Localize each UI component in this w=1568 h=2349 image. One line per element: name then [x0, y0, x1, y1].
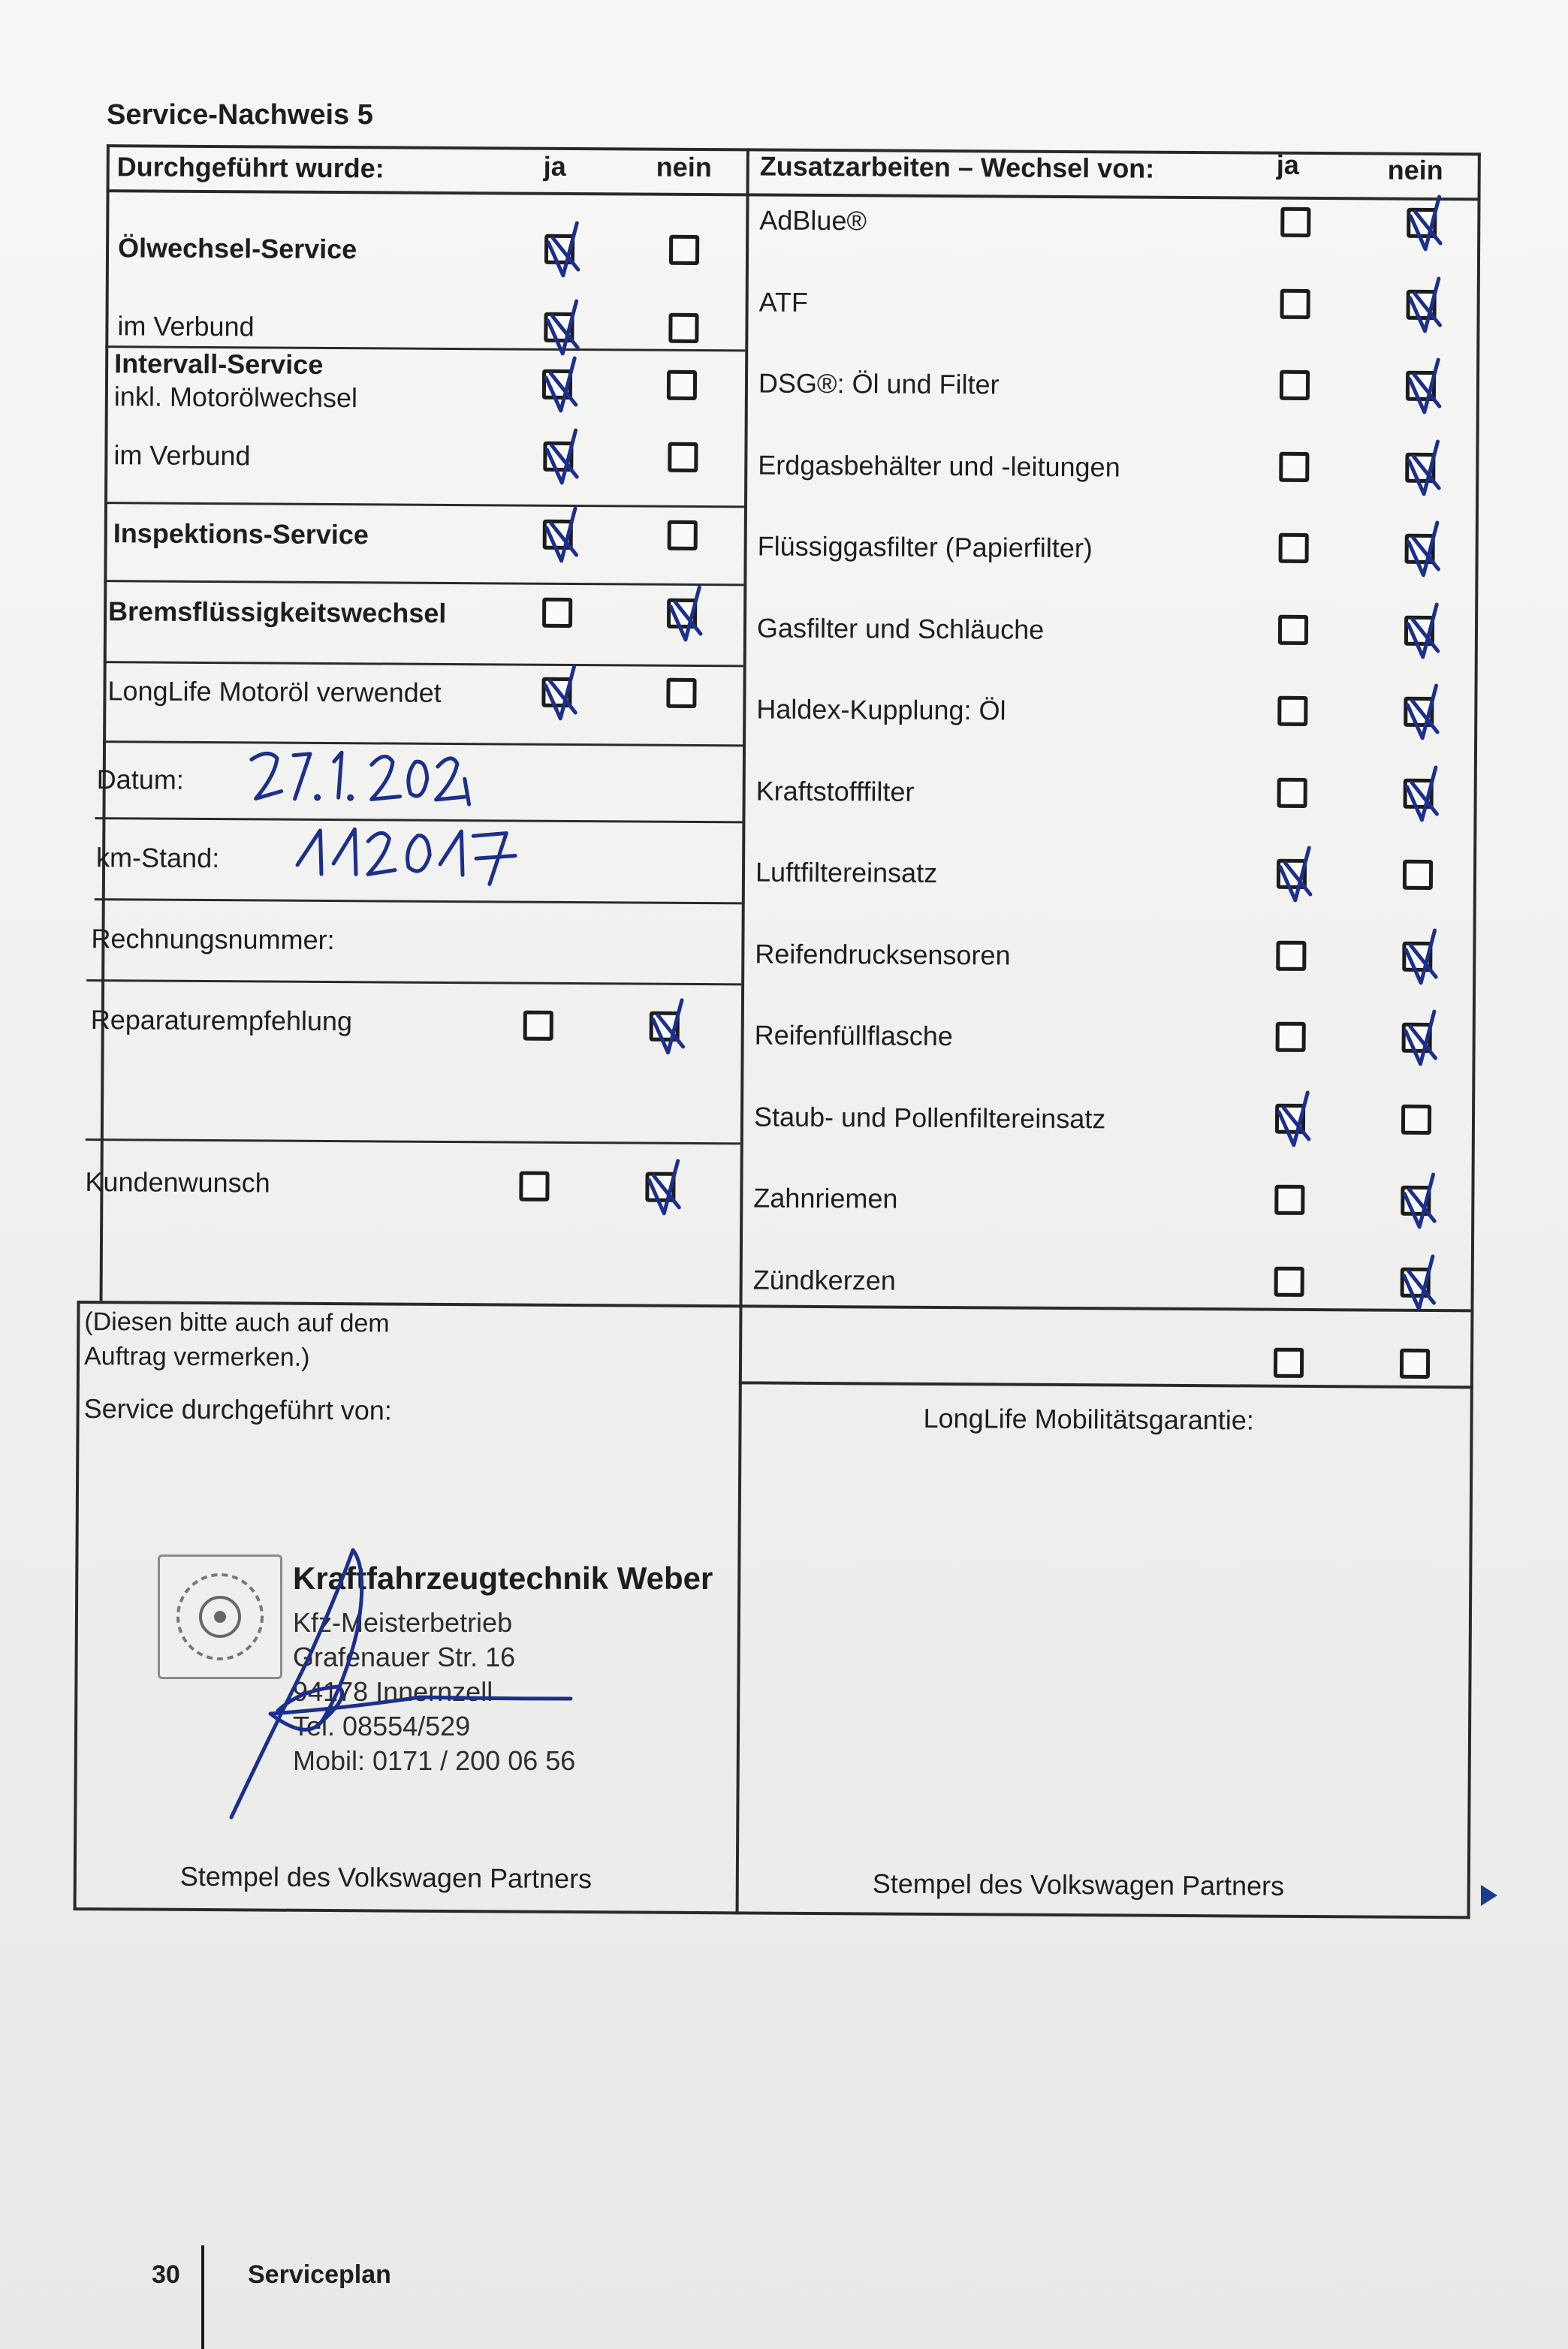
checkmark-icon [1393, 1253, 1449, 1317]
right-row-nein-checkbox[interactable] [1402, 941, 1432, 971]
right-row-nein-checkbox[interactable] [1401, 1186, 1431, 1216]
row-divider [104, 502, 744, 508]
right-row-nein-checkbox[interactable] [1403, 860, 1433, 890]
next-page-arrow-icon [1481, 1885, 1497, 1906]
checkmark-icon [1395, 927, 1452, 991]
form-left-border-upper [100, 144, 110, 1301]
garantie-label: LongLife Mobilitätsgarantie: [923, 1402, 1254, 1436]
datum-label: Datum: [96, 764, 184, 795]
right-row-label: DSG®: Öl und Filter [758, 367, 1000, 400]
right-row-ja-checkbox[interactable] [1276, 940, 1306, 970]
left-row-nein-checkbox[interactable] [667, 599, 697, 629]
right-row-label: ATF [758, 285, 809, 318]
right-row-ja-checkbox[interactable] [1280, 288, 1310, 318]
right-row-nein-checkbox[interactable] [1405, 534, 1435, 564]
right-row-nein-checkbox[interactable] [1404, 697, 1434, 727]
right-row-label: Flüssiggasfilter (Papierfilter) [757, 530, 1093, 564]
left-row-label: im Verbund [117, 310, 255, 342]
stamp-line-1: Kfz-Meisterbetrieb [293, 1607, 513, 1638]
row-divider [104, 661, 743, 667]
stamp-line-3: 94178 Innernzell [293, 1676, 493, 1707]
right-row-label: Zahnriemen [753, 1182, 898, 1214]
right-row-label: Haldex-Kupplung: Öl [756, 693, 1006, 726]
checkmark-icon [1395, 1009, 1451, 1073]
left-header-ja: ja [543, 150, 566, 182]
right-row-ja-checkbox[interactable] [1274, 1266, 1304, 1296]
row-divider [104, 580, 743, 586]
right-header-nein: nein [1387, 154, 1443, 186]
checkmark-icon [1397, 683, 1453, 747]
right-row-label: Kraftstofffilter [755, 774, 915, 807]
left-row-label: Bremsflüssigkeitswechsel [108, 596, 447, 629]
right-row-label: Erdgasbehälter und -leitungen [758, 448, 1120, 482]
checkmark-icon [638, 1158, 695, 1223]
right-row-ja-checkbox[interactable] [1278, 614, 1308, 644]
left-row-label: im Verbund [113, 439, 251, 472]
kunde-nein-checkbox[interactable] [645, 1172, 675, 1202]
right-row-label: Reifenfüllflasche [754, 1019, 953, 1052]
right-row-ja-checkbox[interactable] [1280, 207, 1310, 237]
row-divider [95, 898, 742, 904]
kunde-note-line2: Auftrag vermerken.) [83, 1342, 310, 1372]
checkmark-icon [660, 584, 716, 649]
checkmark-icon [1399, 275, 1455, 339]
left-row-nein-checkbox[interactable] [667, 370, 697, 400]
left-header-nein: nein [656, 151, 712, 183]
right-row-nein-checkbox[interactable] [1400, 1349, 1430, 1379]
right-row-label: Luftfiltereinsatz [755, 856, 938, 888]
right-row-label: Staub- und Pollenfiltereinsatz [753, 1100, 1106, 1134]
checkmark-icon [1396, 764, 1452, 828]
checkmark-icon [1394, 1171, 1450, 1236]
right-row-label: Gasfilter und Schläuche [756, 611, 1045, 645]
stamp-line-5: Mobil: 0171 / 200 06 56 [293, 1745, 576, 1776]
left-row-ja-checkbox[interactable] [544, 234, 574, 264]
right-row-ja-checkbox[interactable] [1274, 1185, 1304, 1215]
km-handwriting [290, 820, 531, 889]
right-row-ja-checkbox[interactable] [1280, 370, 1310, 400]
right-row-nein-checkbox[interactable] [1401, 1267, 1431, 1297]
checkmark-icon [642, 997, 698, 1062]
right-row-ja-checkbox[interactable] [1275, 1103, 1305, 1133]
right-row-ja-checkbox[interactable] [1279, 451, 1309, 481]
left-row-ja-checkbox[interactable] [543, 520, 573, 550]
right-row-ja-checkbox[interactable] [1277, 777, 1307, 807]
left-row-ja-checkbox[interactable] [542, 369, 572, 400]
footer-separator [201, 2245, 204, 2349]
stamp-company-name: Kraftfahrzeugtechnik Weber [293, 1560, 713, 1596]
stamp-line-4: Tel. 08554/529 [293, 1711, 471, 1741]
km-label: km-Stand: [96, 842, 220, 874]
right-row-nein-checkbox[interactable] [1404, 778, 1434, 808]
datum-handwriting [245, 744, 471, 813]
right-row-nein-checkbox[interactable] [1407, 208, 1437, 238]
checkmark-icon [536, 427, 593, 492]
checkmark-icon [1399, 357, 1455, 421]
right-row-nein-checkbox[interactable] [1405, 452, 1435, 482]
left-row-label: Intervall-Service [114, 348, 324, 380]
right-row-nein-checkbox[interactable] [1406, 371, 1436, 401]
checkmark-icon [535, 355, 592, 420]
right-row-nein-checkbox[interactable] [1402, 1023, 1432, 1053]
right-row-label: AdBlue® [759, 204, 867, 237]
checkmark-icon [537, 298, 593, 363]
kunde-note-line1: (Diesen bitte auch auf dem [84, 1307, 390, 1338]
right-header-ja: ja [1276, 149, 1299, 180]
kunde-label: Kundenwunsch [85, 1166, 270, 1199]
reparatur-ja-checkbox[interactable] [523, 1011, 553, 1041]
row-divider [86, 979, 741, 985]
right-header-title: Zusatzarbeiten – Wechsel von: [759, 150, 1155, 184]
left-row-label: Inspektions-Service [113, 517, 369, 550]
checkmark-icon [535, 663, 591, 728]
left-row-ja-checkbox[interactable] [543, 442, 573, 472]
left-stamp-caption: Stempel des Volkswagen Partners [179, 1860, 593, 1895]
right-row-ja-checkbox[interactable] [1279, 533, 1309, 563]
page-heading: Service-Nachweis 5 [107, 99, 373, 131]
left-header-title: Durchgeführt wurde: [116, 151, 384, 184]
checkmark-icon [1268, 1089, 1325, 1153]
checkmark-icon [1398, 438, 1455, 502]
right-stamp-caption: Stempel des Volkswagen Partners [872, 1868, 1285, 1901]
checkmark-icon [535, 505, 592, 570]
checkmark-icon [1270, 845, 1326, 909]
right-row-label: Reifendrucksensoren [755, 937, 1011, 971]
right-row-ja-checkbox[interactable] [1274, 1348, 1304, 1378]
kunde-ja-checkbox[interactable] [519, 1171, 549, 1202]
left-row-ja-checkbox[interactable] [544, 312, 574, 342]
right-row-ja-checkbox[interactable] [1276, 1022, 1306, 1052]
left-row-ja-checkbox[interactable] [542, 598, 572, 628]
row-divider [86, 1138, 740, 1144]
reparatur-label: Reparaturempfehlung [90, 1004, 353, 1037]
right-row-nein-checkbox[interactable] [1404, 615, 1434, 645]
right-row-ja-checkbox[interactable] [1277, 859, 1307, 889]
left-row-nein-checkbox[interactable] [668, 313, 698, 343]
right-row-nein-checkbox[interactable] [1401, 1104, 1431, 1134]
left-row-nein-checkbox[interactable] [668, 442, 698, 472]
signature [225, 1539, 586, 1832]
header-divider [107, 189, 1481, 201]
stamp-line-2: Grafenauer Str. 16 [293, 1642, 516, 1672]
right-row-nein-checkbox[interactable] [1407, 289, 1437, 319]
left-row-nein-checkbox[interactable] [669, 235, 699, 265]
footer-title: Serviceplan [248, 2260, 391, 2289]
service-by-label: Service durchgeführt von: [83, 1393, 392, 1426]
left-row-label: Ölwechsel-Service [117, 232, 357, 265]
right-section-divider [739, 1381, 1473, 1389]
page-number: 30 [152, 2260, 180, 2289]
checkmark-icon [1398, 601, 1454, 665]
checkmark-icon [538, 220, 594, 285]
right-row-label: Zündkerzen [752, 1263, 896, 1296]
checkmark-icon [1398, 520, 1454, 584]
reparatur-nein-checkbox[interactable] [650, 1012, 680, 1042]
left-row-ja-checkbox[interactable] [541, 677, 571, 707]
left-row-nein-checkbox[interactable] [668, 520, 698, 550]
rechnung-label: Rechnungsnummer: [91, 923, 335, 956]
left-row-sublabel: inkl. Motorölwechsel [113, 381, 358, 414]
right-row-ja-checkbox[interactable] [1277, 696, 1307, 726]
left-row-label: LongLife Motoröl verwendet [107, 675, 442, 708]
checkmark-icon [1400, 194, 1456, 258]
left-row-nein-checkbox[interactable] [666, 678, 696, 708]
